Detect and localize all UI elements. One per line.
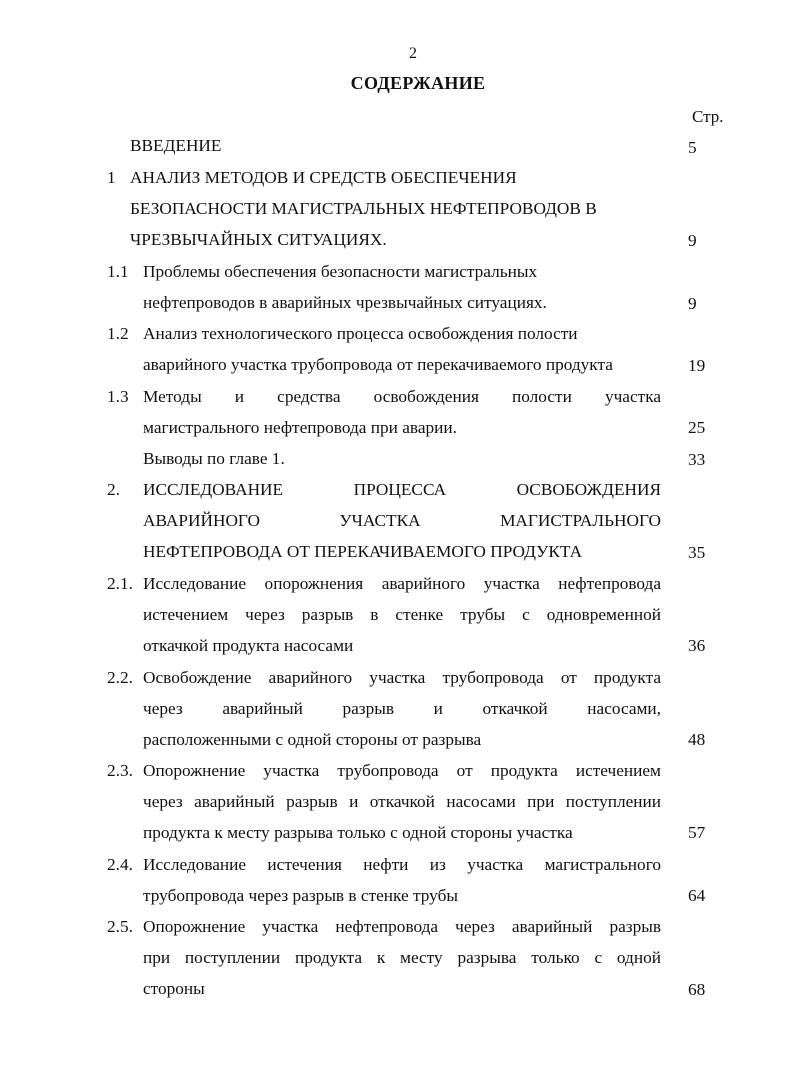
toc-entry-line: Исследование истечения нефти из участка магистрального [143, 855, 661, 874]
toc-entry-page: 9 [688, 294, 697, 313]
toc-entry-line: Проблемы обеспечения безопасности магистральных [143, 262, 538, 281]
toc-entry-number: 2.5. [107, 917, 133, 936]
toc-entry-line: Выводы по главе 1. [143, 449, 285, 468]
toc-entry-line: магистрального нефтепровода при аварии. [143, 418, 457, 437]
toc-entry-line: Опорожнение участка нефтепровода через аварийный разрыв [143, 917, 661, 936]
toc-entry-line: АВАРИЙНОГО УЧАСТКА МАГИСТРАЛЬНОГО [143, 511, 661, 530]
toc-entry-page: 35 [688, 543, 706, 562]
toc-entry-line: трубопровода через разрыв в стенке трубы [143, 886, 458, 905]
toc-entry-line: Исследование опорожнения аварийного участка нефтепровода [143, 574, 661, 593]
toc-entry-line: откачкой продукта насосами [143, 636, 354, 655]
toc-entry-number: 2. [107, 480, 120, 499]
toc-entry-page: 33 [688, 450, 706, 469]
toc-entry-page: 57 [688, 823, 706, 842]
toc-entry-line: Освобождение аварийного участка трубопровода от продукта [143, 668, 661, 687]
toc-entry-line: аварийного участка трубопровода от перекачиваемого продукта [143, 355, 613, 374]
toc-entry-line: ИССЛЕДОВАНИЕ ПРОЦЕССА ОСВОБОЖДЕНИЯ [143, 480, 661, 499]
toc-entry-line: истечением через разрыв в стенке трубы с одновременной [143, 605, 661, 624]
toc-entry-line: расположенными с одной стороны от разрыва [143, 730, 482, 749]
toc-entry-line: через аварийный разрыв и откачкой насосами при поступлении [143, 792, 661, 811]
toc-entry-line: Методы и средства освобождения полости участка [143, 387, 661, 406]
toc-entry-number: 1.3 [107, 387, 129, 406]
page-title: СОДЕРЖАНИЕ [350, 73, 486, 93]
toc-entry-page: 36 [688, 636, 706, 655]
toc-entry-page: 68 [688, 980, 706, 999]
toc-entry-line: через аварийный разрыв и откачкой насосами, [143, 699, 661, 718]
toc-entry-page: 9 [688, 231, 697, 250]
toc-entry-number: 2.1. [107, 574, 133, 593]
toc-entry-line: Опорожнение участка трубопровода от продукта истечением [143, 761, 661, 780]
toc-entry-page: 5 [688, 138, 697, 157]
toc-entry-number: 2.2. [107, 668, 133, 687]
toc-entry-line: БЕЗОПАСНОСТИ МАГИСТРАЛЬНЫХ НЕФТЕПРОВОДОВ В [130, 199, 597, 218]
toc-entry-line: ВВЕДЕНИЕ [130, 136, 222, 155]
toc-entry-line: Анализ технологического процесса освобождения полости [143, 324, 578, 343]
toc-entry-page: 19 [688, 356, 706, 375]
toc-entry-number: 1.2 [107, 324, 129, 343]
toc-entry-number: 1 [107, 168, 116, 187]
toc-entry-line: АНАЛИЗ МЕТОДОВ И СРЕДСТВ ОБЕСПЕЧЕНИЯ [130, 168, 517, 187]
toc-entry-page: 48 [688, 730, 706, 749]
toc-entry-line: ЧРЕЗВЫЧАЙНЫХ СИТУАЦИЯХ. [130, 230, 387, 249]
toc-entry-line: продукта к месту разрыва только с одной стороны участка [143, 823, 573, 842]
toc-entry-page: 64 [688, 886, 706, 905]
page-column-label: Стр. [692, 107, 724, 126]
toc-entry-number: 2.4. [107, 855, 133, 874]
toc-entry-line: стороны [143, 979, 205, 998]
toc-entry-number: 1.1 [107, 262, 129, 281]
toc-entry-page: 25 [688, 418, 706, 437]
toc-entry-line: при поступлении продукта к месту разрыва только с одной [143, 948, 661, 967]
toc-entry-line: нефтепроводов в аварийных чрезвычайных ситуациях. [143, 293, 547, 312]
page-number: 2 [409, 45, 417, 62]
toc-entry-line: НЕФТЕПРОВОДА ОТ ПЕРЕКАЧИВАЕМОГО ПРОДУКТА [143, 542, 583, 561]
toc-entry-number: 2.3. [107, 761, 133, 780]
